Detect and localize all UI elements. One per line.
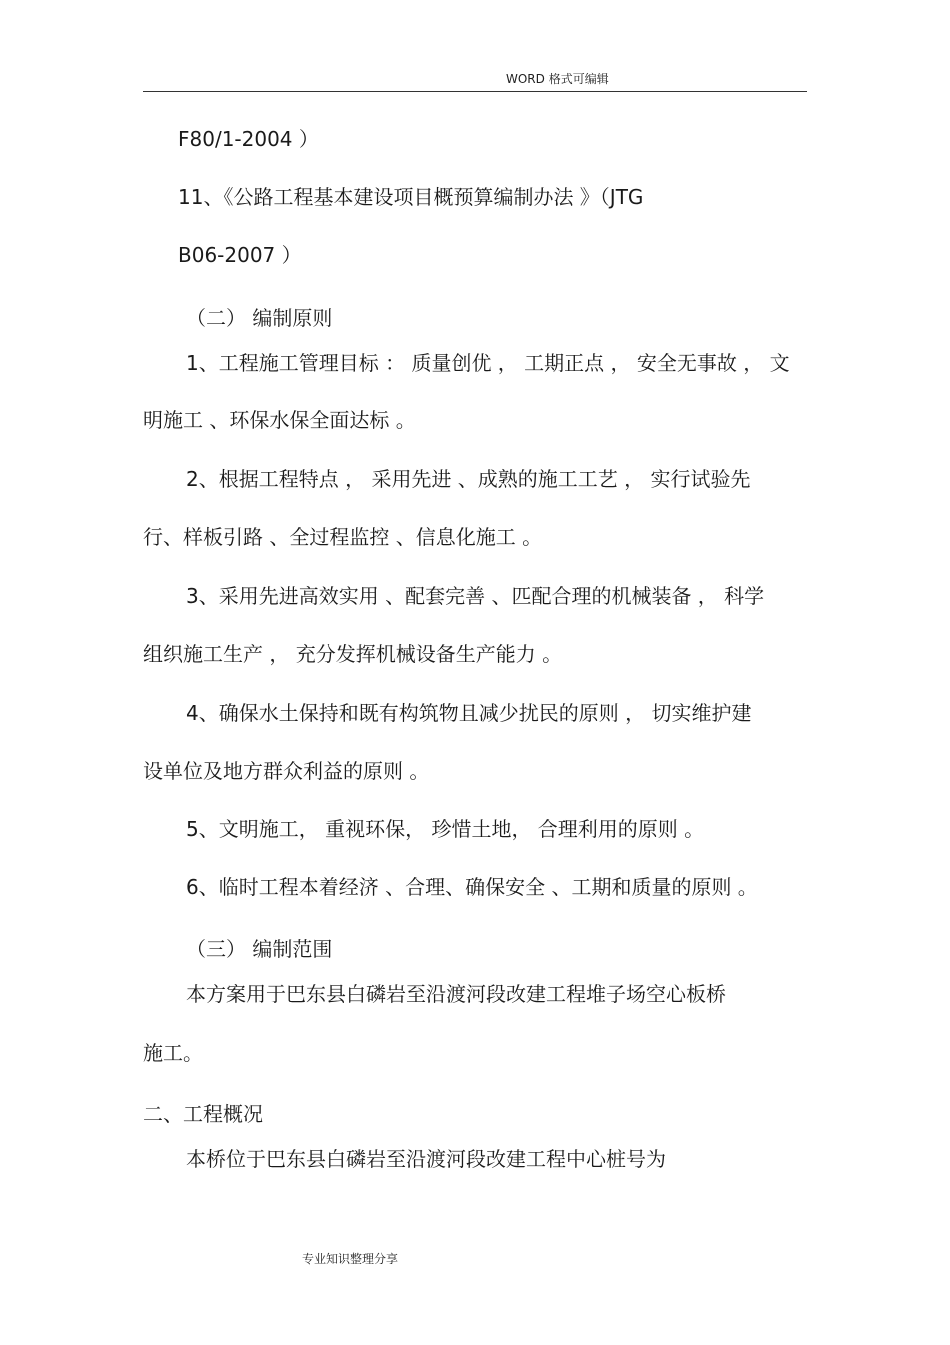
text-line: 组织施工生产 ， 充分发挥机械设备生产能力 。 xyxy=(143,642,563,666)
text-line: 本桥位于巴东县白磷岩至沿渡河段改建工程中心桩号为 xyxy=(186,1147,666,1171)
text-line: 4、确保水土保持和既有构筑物且减少扰民的原则 ， 切实维护建 xyxy=(186,701,752,725)
text-line: 明施工 、环保水保全面达标 。 xyxy=(143,408,416,432)
text-line: 2、根据工程特点 ， 采用先进 、成熟的施工工艺 ， 实行试验先 xyxy=(186,467,751,491)
text-line: 行、样板引路 、全过程监控 、信息化施工 。 xyxy=(143,525,543,549)
text-line: 本方案用于巴东县白磷岩至沿渡河段改建工程堆子场空心板桥 xyxy=(186,982,726,1006)
header-rule xyxy=(143,91,807,92)
section-heading: 二、工程概况 xyxy=(143,1102,263,1126)
text-line: 6、临时工程本着经济 、合理、确保安全 、工期和质量的原则 。 xyxy=(186,875,758,899)
text-line: 1、工程施工管理目标 ： 质量创优 ， 工期正点 ， 安全无事故 ， 文 xyxy=(186,351,790,375)
text-line: 11、《公路工程基本建设项目概预算编制办法 》（JTG xyxy=(178,185,644,209)
page-footer: 专业知识整理分享 xyxy=(302,1252,399,1266)
text-line: 施工。 xyxy=(143,1041,203,1065)
text-line: F80/1-2004 ） xyxy=(178,127,319,151)
text-line: 3、采用先进高效实用 、配套完善 、匹配合理的机械装备 ， 科学 xyxy=(186,584,765,608)
text-line: 设单位及地方群众利益的原则 。 xyxy=(143,759,430,783)
text-line: B06-2007 ） xyxy=(178,243,302,267)
text-line: 5、文明施工， 重视环保， 珍惜土地， 合理利用的原则 。 xyxy=(186,817,705,841)
header-text: WORD 格式可编辑 xyxy=(506,72,609,86)
section-heading: （三） 编制范围 xyxy=(186,937,333,961)
section-heading: （二） 编制原则 xyxy=(186,306,333,330)
